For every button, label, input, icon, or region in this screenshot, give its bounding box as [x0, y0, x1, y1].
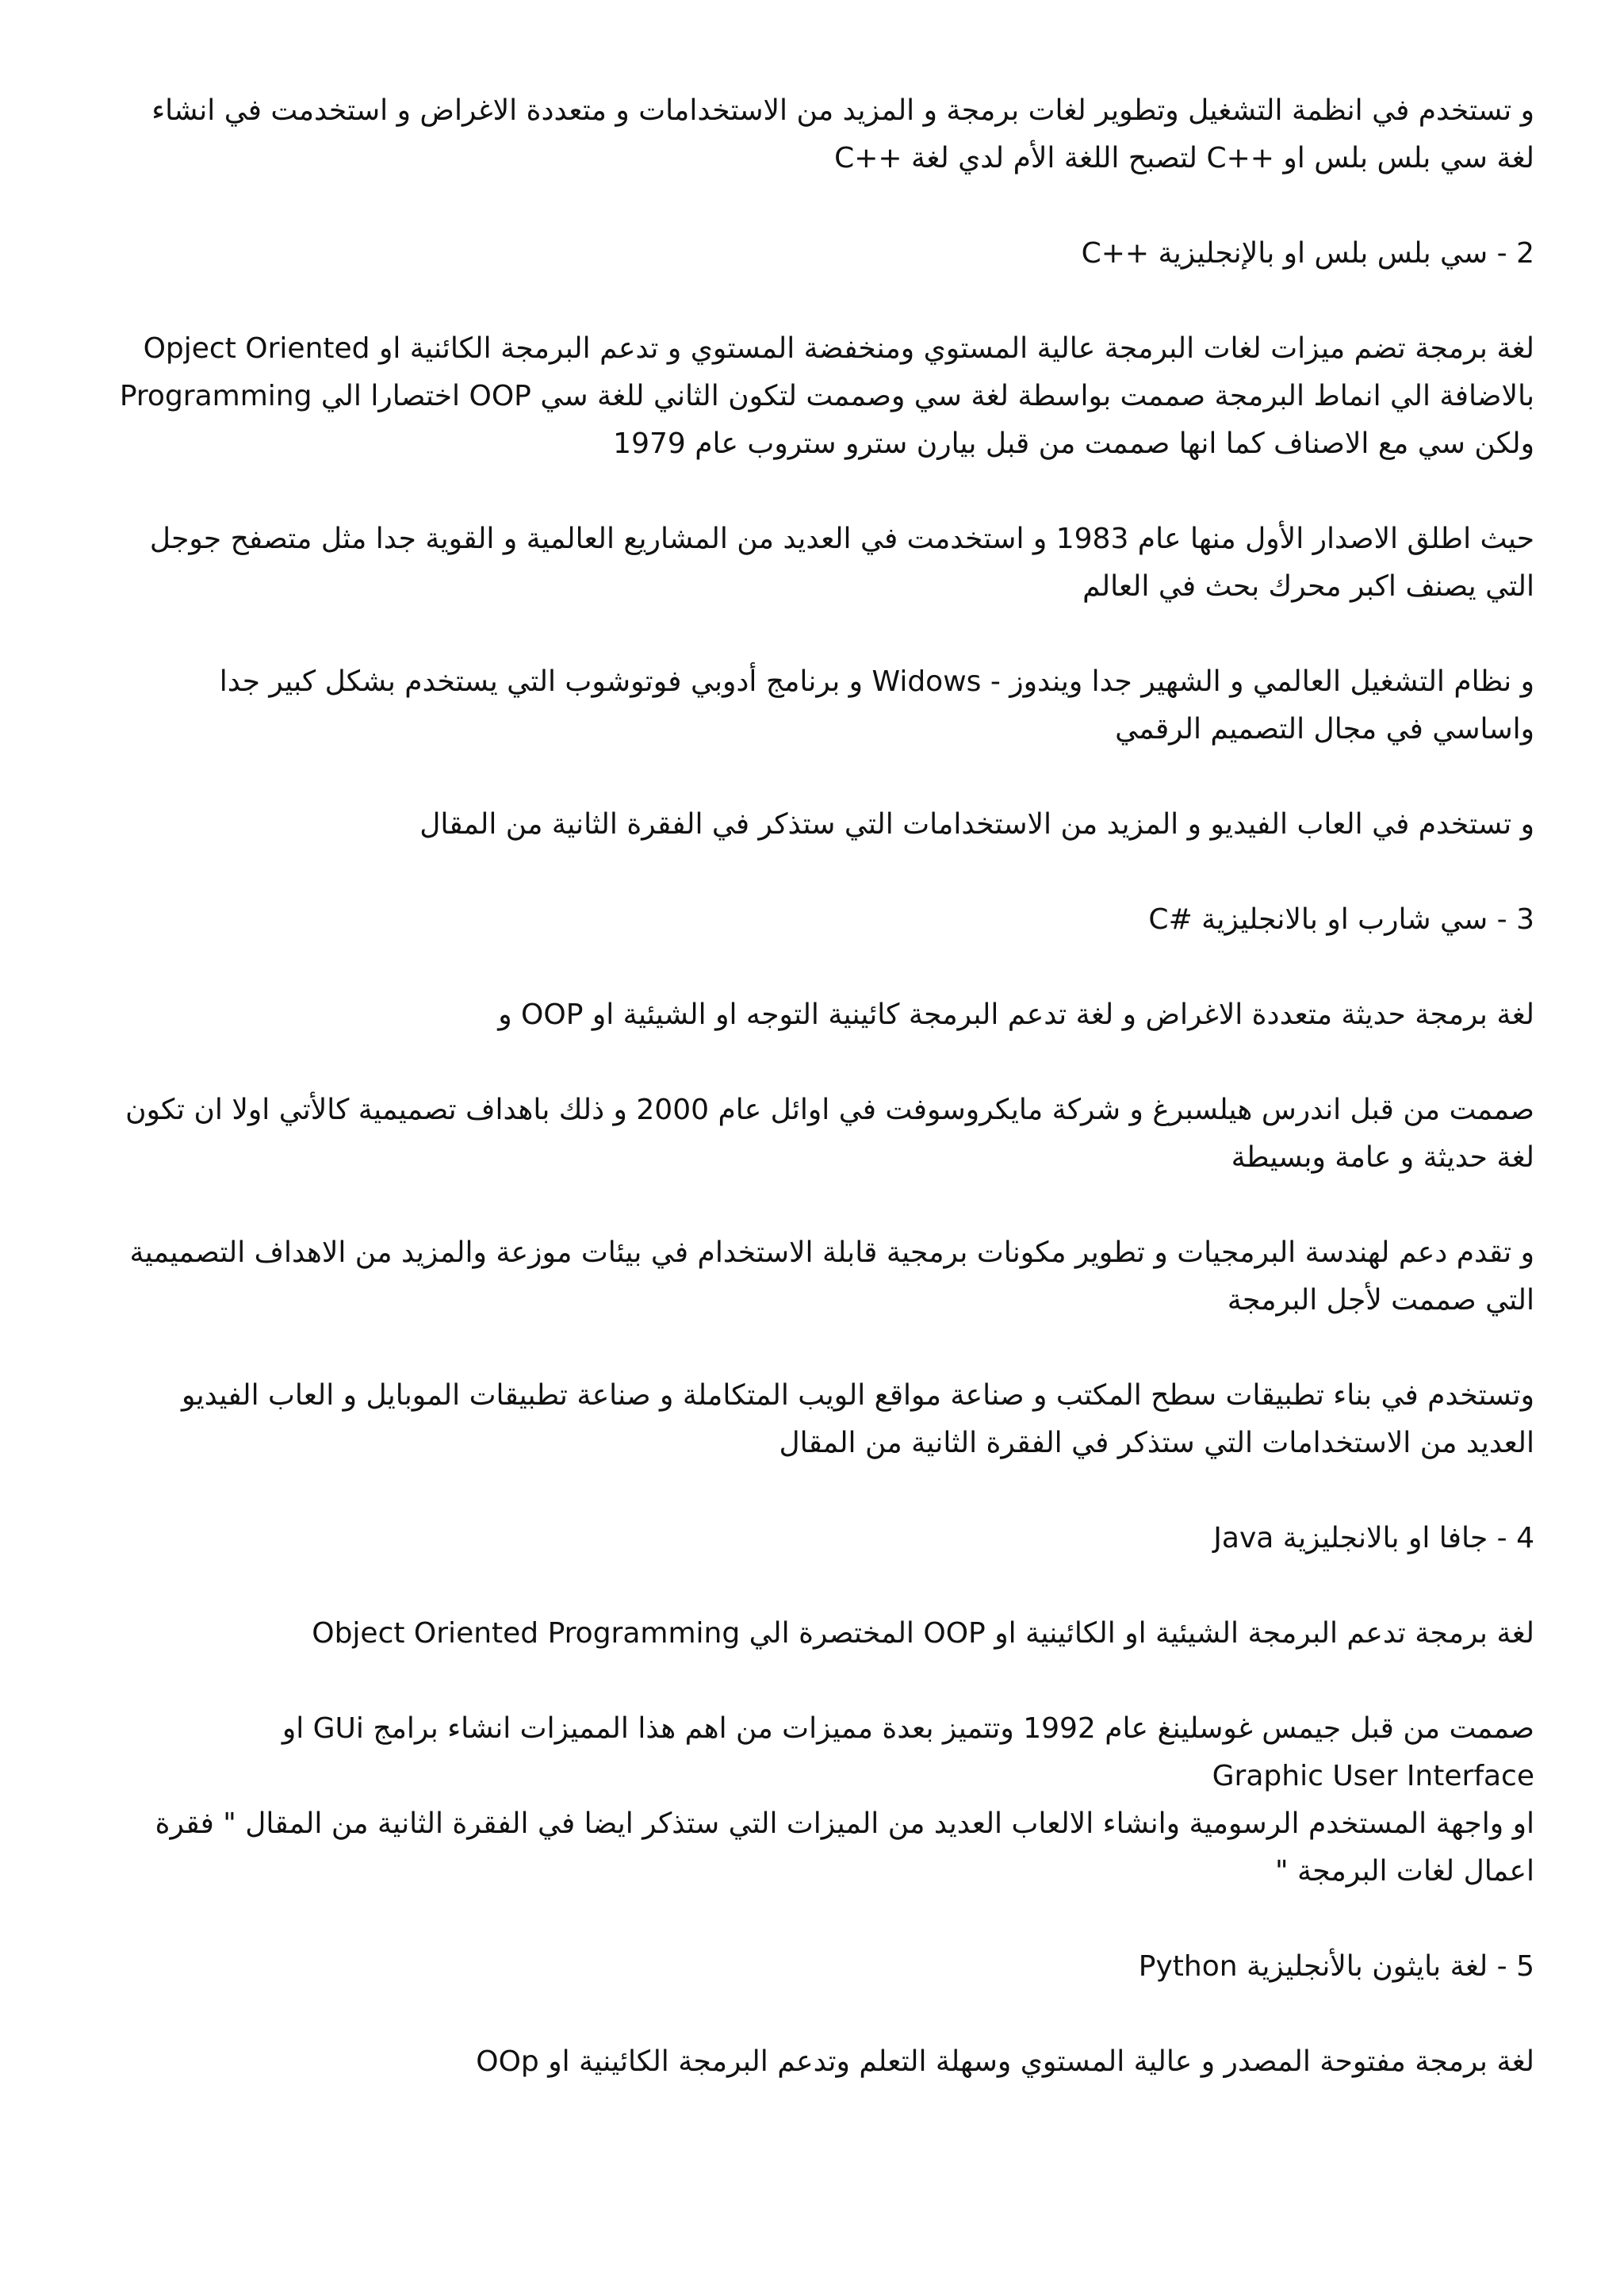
heading-csharp [111, 896, 1534, 944]
text-line: و تستخدم في انظمة التشغيل وتطوير لغات برمجة و المزيد من الاستخدامات و متعددة الاغراض و استخدمت في انشاء [151, 94, 1534, 127]
text-line: و تستخدم في العاب الفيديو و المزيد من الاستخدامات التي ستذكر في الفقرة الثانية من المقال [419, 808, 1534, 841]
text-line: و نظام التشغيل العالمي و الشهير جدا ويندوز - Widows و برنامج أدوبي فوتوشوب التي يستخدم بشكل كبير جدا [219, 665, 1534, 698]
paragraph-csharp-uses [111, 1372, 1534, 1467]
text-line: لغة حديثة و عامة وبسيطة [1231, 1141, 1534, 1174]
paragraph-java-features [111, 1705, 1534, 1895]
text-line: لغة برمجة مفتوحة المصدر و عالية المستوي وسهلة التعلم وتدعم البرمجة الكائينية او OOp [476, 2045, 1534, 2078]
text-line: لغة برمجة حديثة متعددة الاغراض و لغة تدعم البرمجة كائينية التوجه او الشيئية او OOP و [498, 999, 1534, 1031]
heading-text: 5 - لغة بايثون بالأنجليزية Python [1138, 1950, 1534, 1983]
text-line: واساسي في مجال التصميم الرقمي [1115, 713, 1534, 746]
heading-text: 3 - سي شارب او بالانجليزية #C [1148, 903, 1534, 936]
text-line-gui: Graphic User Interface [1212, 1760, 1534, 1792]
text-line: ولكن سي مع الاصناف كما انها صممت من قبل بيارن سترو ستروب عام 1979 [613, 427, 1534, 460]
text-line: Programming اختصارا الي OOP بالاضافة الي انماط البرمجة صممت بواسطة لغة سي وصممت لتكون الثاني للغة سي [119, 380, 1534, 412]
text-line: وتستخدم في بناء تطبيقات سطح المكتب و صناعة مواقع الويب المتكاملة و صناعة تطبيقات الموبايل و العاب الفيديو [182, 1379, 1534, 1412]
document-body [111, 87, 1534, 2086]
heading-text: 2 - سي بلس بلس او بالإنجليزية ++C [1081, 237, 1534, 270]
paragraph-c-uses [111, 87, 1534, 182]
paragraph-csharp-design [111, 1087, 1534, 1182]
text-line: صممت من قبل اندرس هيلسبرغ و شركة مايكروسوفت في اوائل عام 2000 و ذلك باهداف تصميمية كالأتي اولا ان تكون [125, 1094, 1534, 1126]
paragraph-cpp-games [111, 801, 1534, 849]
heading-cpp [111, 230, 1534, 278]
paragraph-cpp-windows [111, 658, 1534, 753]
paragraph-java-description [111, 1610, 1534, 1658]
heading-text: 4 - جافا او بالانجليزية Java [1213, 1522, 1534, 1554]
heading-java [111, 1515, 1534, 1562]
paragraph-cpp-release [111, 516, 1534, 611]
paragraph-csharp-description [111, 991, 1534, 1039]
text-line: صممت من قبل جيمس غوسلينغ عام 1992 وتتميز بعدة مميزات من اهم هذا المميزات انشاء برامج GUi او [282, 1712, 1534, 1745]
paragraph-csharp-goals [111, 1229, 1534, 1324]
text-line: او واجهة المستخدم الرسومية وانشاء الالعاب العديد من الميزات التي ستذكر ايضا في الفقرة الثانية من المقال " فقرة [155, 1807, 1534, 1840]
text-line: اعمال لغات البرمجة " [1274, 1855, 1534, 1888]
paragraph-cpp-description [111, 325, 1534, 468]
heading-python [111, 1943, 1534, 1991]
text-line: التي يصنف اكبر محرك بحث في العالم [1082, 570, 1534, 603]
text-line: و تقدم دعم لهندسة البرمجيات و تطوير مكونات برمجية قابلة الاستخدام في بيئات موزعة والمزيد من الاهداف التصميمية [129, 1236, 1534, 1269]
text-line: لغة برمجة تضم ميزات لغات البرمجة عالية المستوي ومنخفضة المستوي و تدعم البرمجة الكائنية او Opject Oriented [143, 332, 1534, 365]
paragraph-python-description [111, 2038, 1534, 2086]
text-line: لغة سي بلس بلس او ++C لتصبح اللغة الأم لدي لغة ++C [834, 142, 1534, 174]
text-line: التي صممت لأجل البرمجة [1227, 1284, 1534, 1317]
text-line: حيث اطلق الاصدار الأول منها عام 1983 و استخدمت في العديد من المشاريع العالمية و القوية جدا مثل متصفح جوجل [149, 523, 1534, 555]
text-line: العديد من الاستخدامات التي ستذكر في الفقرة الثانية من المقال [779, 1427, 1534, 1459]
text-line: لغة برمجة تدعم البرمجة الشيئية او الكائينية او OOP المختصرة الي Object Oriented Programming [312, 1617, 1534, 1650]
